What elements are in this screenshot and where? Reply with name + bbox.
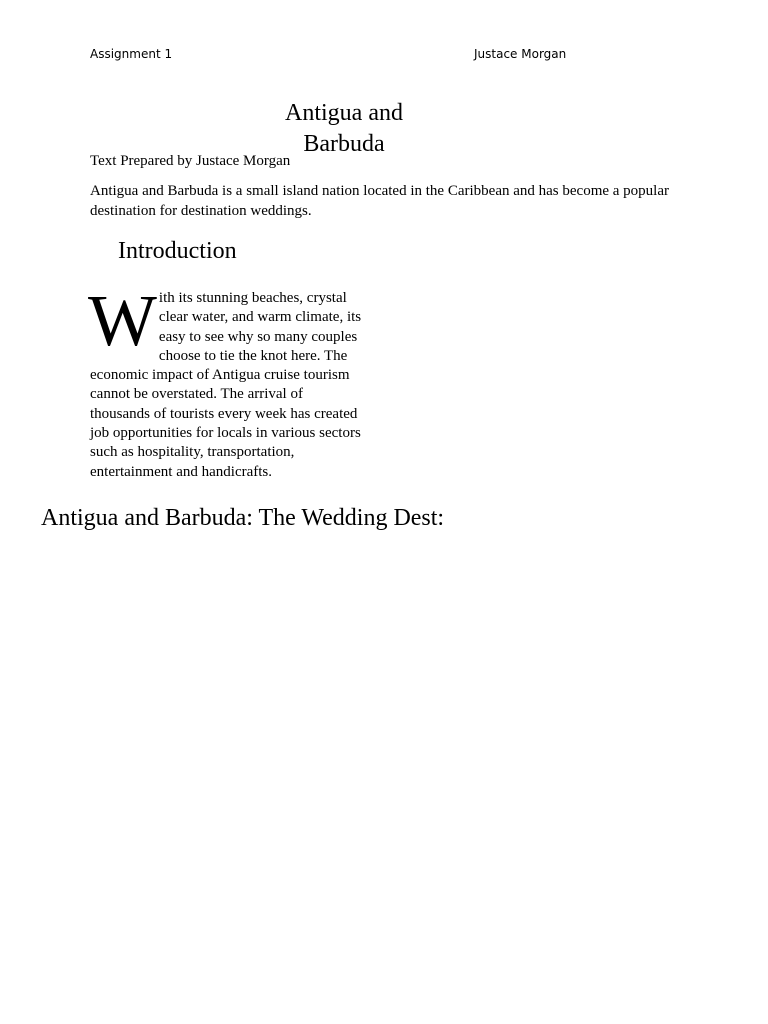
wedding-destination-heading: Antigua and Barbuda: The Wedding Dest: [41, 505, 445, 531]
intro-paragraph: Antigua and Barbuda is a small island nation located in the Caribbean and has become a popular destination for destination weddings. [90, 183, 669, 219]
header-author-name: Justace Morgan [474, 47, 567, 61]
prepared-by-line: Text Prepared by Justace Morgan [90, 153, 291, 169]
header-assignment-label: Assignment 1 [90, 47, 173, 61]
drop-cap-letter: W [88, 280, 157, 361]
introduction-heading: Introduction [118, 238, 237, 264]
introduction-body-text: ith its stunning beaches, crystal clear water, and warm climate, its easy to see why so many couples choose to tie the knot here. The economic impact of Antigua cruise tourism cannot be overstated. The arrival of thousands of tourists every week has created job opportunities for locals in various sectors such as hospitality, transportation, entertainment and handicrafts. [90, 290, 362, 480]
document-title: Antigua and Barbuda [285, 100, 403, 157]
introduction-body [88, 280, 362, 482]
